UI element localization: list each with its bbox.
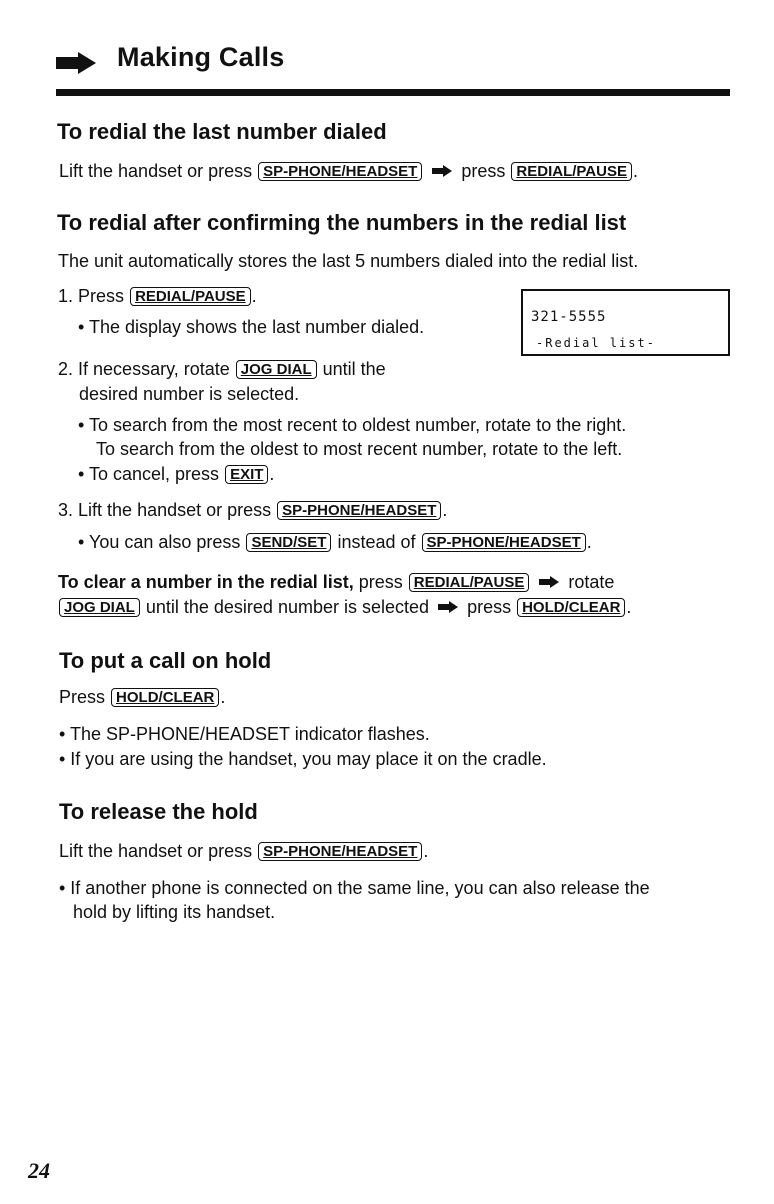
arrow-right-icon [56,52,96,74]
header-divider [56,89,730,96]
key-hold-clear: HOLD/CLEAR [517,598,625,617]
key-exit: EXIT [225,465,268,484]
key-sp-phone-headset: SP-PHONE/HEADSET [277,501,441,520]
release-bullet-cont: hold by lifting its handset. [73,902,276,922]
step-2: 2. If necessary, rotate JOG DIAL until the [58,359,386,379]
key-redial-pause: REDIAL/PAUSE [511,162,632,181]
page-number: 24 [28,1158,50,1183]
key-send-set: SEND/SET [246,533,331,552]
step-3: 3. Lift the handset or press SP-PHONE/HEADSET . [58,500,448,520]
step-2-line-2: desired number is selected. [79,384,300,404]
step-2-bullet-2: • To cancel, press EXIT . [78,464,275,484]
redial-last-instruction: Lift the handset or press SP-PHONE/HEADSET press REDIAL/PAUSE . [59,161,638,181]
step-3-bullet: • You can also press SEND/SET instead of SP-PHONE/HEADSET . [78,532,592,552]
clear-number-line-2: JOG DIAL until the desired number is selected press HOLD/CLEAR . [58,596,631,619]
arrow-right-icon [432,165,452,177]
step-1: 1. Press REDIAL/PAUSE . [58,286,257,306]
key-redial-pause: REDIAL/PAUSE [409,573,530,592]
arrow-right-icon [438,601,458,613]
clear-number-line-1: To clear a number in the redial list, press REDIAL/PAUSE rotate [58,572,615,592]
key-sp-phone-headset: SP-PHONE/HEADSET [258,842,422,861]
key-sp-phone-headset: SP-PHONE/HEADSET [258,162,422,181]
lcd-line-1: 321-5555 [531,309,607,325]
hold-bullet-1: • The SP-PHONE/HEADSET indicator flashes. [59,724,430,744]
release-bullet: • If another phone is connected on the same line, you can also release the [59,878,650,898]
release-instruction: Lift the handset or press SP-PHONE/HEADSET . [59,841,429,861]
key-hold-clear: HOLD/CLEAR [111,688,219,707]
heading-hold: To put a call on hold [59,648,272,673]
key-jog-dial: JOG DIAL [236,360,317,379]
heading-redial-list: To redial after confirming the numbers in the redial list [57,210,627,235]
heading-redial-last: To redial the last number dialed [57,119,387,144]
lcd-line-2: -Redial list- [536,336,656,350]
step-2-bullet-1: • To search from the most recent to oldest number, rotate to the right. [78,415,627,435]
step-2-bullet-1-cont: To search from the oldest to most recent number, rotate to the left. [96,439,623,459]
step-1-bullet: • The display shows the last number dialed. [78,317,425,337]
key-redial-pause: REDIAL/PAUSE [130,287,251,306]
heading-release: To release the hold [59,799,258,824]
arrow-right-icon [539,576,559,588]
key-sp-phone-headset: SP-PHONE/HEADSET [422,533,586,552]
hold-instruction: Press HOLD/CLEAR . [59,687,226,707]
page-title: Making Calls [117,42,285,72]
key-jog-dial: JOG DIAL [59,598,140,617]
hold-bullet-2: • If you are using the handset, you may place it on the cradle. [59,749,547,769]
redial-list-intro: The unit automatically stores the last 5 numbers dialed into the redial list. [58,251,639,271]
